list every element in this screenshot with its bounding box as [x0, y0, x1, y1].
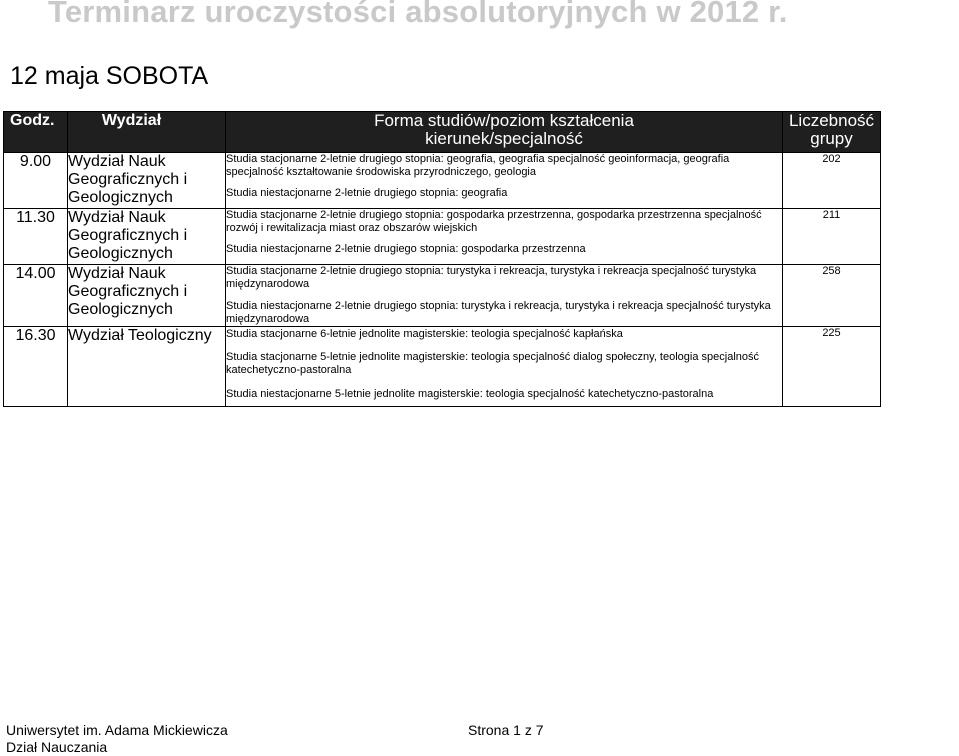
footer-institution [6, 722, 228, 756]
program-entry: Studia niestacjonarne 2-letnie drugiego stopnia: turystyka i rekreacja, turystyka i rekreacja specjalność turystyka międzynarodowa [226, 300, 771, 325]
header-faculty: Wydział [68, 112, 226, 153]
schedule-table [3, 111, 881, 407]
row-group-size: 202 [783, 153, 881, 209]
header-group-size-line2: grupy [810, 129, 853, 148]
header-group-size-line1: Liczebność [788, 111, 875, 130]
table-row [4, 153, 881, 209]
row-programs [226, 153, 783, 209]
table-row [4, 209, 881, 265]
header-group-size [783, 112, 881, 153]
header-study-form-line2: kierunek/specjalność [425, 129, 583, 148]
program-entry: Studia niestacjonarne 5-letnie jednolite magisterskie: teologia specjalność katechetyczno-pastoralna [226, 388, 714, 400]
header-study-form-line1: Forma studiów/poziom kształcenia [374, 111, 634, 130]
table-row [4, 265, 881, 327]
table-row [4, 327, 881, 407]
row-faculty: Wydział Teologiczny [68, 327, 226, 407]
page-number: Strona 1 z 7 [468, 722, 544, 738]
row-time: 11.30 [4, 209, 68, 265]
row-group-size: 258 [783, 265, 881, 327]
program-entry: Studia stacjonarne 2-letnie drugiego stopnia: turystyka i rekreacja, turystyka i rekreacja specjalność turystyka międzynarodowa [226, 265, 757, 290]
program-entry: Studia stacjonarne 2-letnie drugiego stopnia: gospodarka przestrzenna, gospodarka przestrzenna specjalność rozwój i rewitalizacja miast oraz obszarów wiejskich [226, 209, 762, 234]
row-group-size: 225 [783, 327, 881, 407]
program-entry: Studia niestacjonarne 2-letnie drugiego stopnia: gospodarka przestrzenna [226, 243, 586, 255]
program-entry: Studia stacjonarne 2-letnie drugiego stopnia: geografia, geografia specjalność geoinformacja, geografia specjalność kształtowanie środowiska przyrodniczego, geologia [226, 153, 730, 178]
day-heading: 12 maja SOBOTA [10, 62, 209, 90]
program-entry: Studia niestacjonarne 2-letnie drugiego stopnia: geografia [226, 187, 508, 199]
row-programs [226, 209, 783, 265]
row-programs [226, 327, 783, 407]
row-programs [226, 265, 783, 327]
row-faculty: Wydział Nauk Geograficznych i Geologicznych [68, 209, 226, 265]
footer-university: Uniwersytet im. Adama Mickiewicza [6, 722, 228, 738]
program-entry: Studia stacjonarne 5-letnie jednolite magisterskie: teologia specjalność dialog społeczny, teologia specjalność katechetyczno-pastoralna [226, 351, 760, 376]
program-entry: Studia stacjonarne 6-letnie jednolite magisterskie: teologia specjalność kapłańska [226, 328, 623, 340]
row-time: 9.00 [4, 153, 68, 209]
footer-department: Dział Nauczania [6, 739, 108, 755]
page-title: Terminarz uroczystości absolutoryjnych w 2012 r. [48, 0, 788, 29]
row-time: 16.30 [4, 327, 68, 407]
row-faculty: Wydział Nauk Geograficznych i Geologicznych [68, 153, 226, 209]
header-study-form [226, 112, 783, 153]
table-header-row [4, 112, 881, 153]
row-faculty: Wydział Nauk Geograficznych i Geologicznych [68, 265, 226, 327]
row-group-size: 211 [783, 209, 881, 265]
header-time: Godz. [4, 112, 68, 153]
row-time: 14.00 [4, 265, 68, 327]
